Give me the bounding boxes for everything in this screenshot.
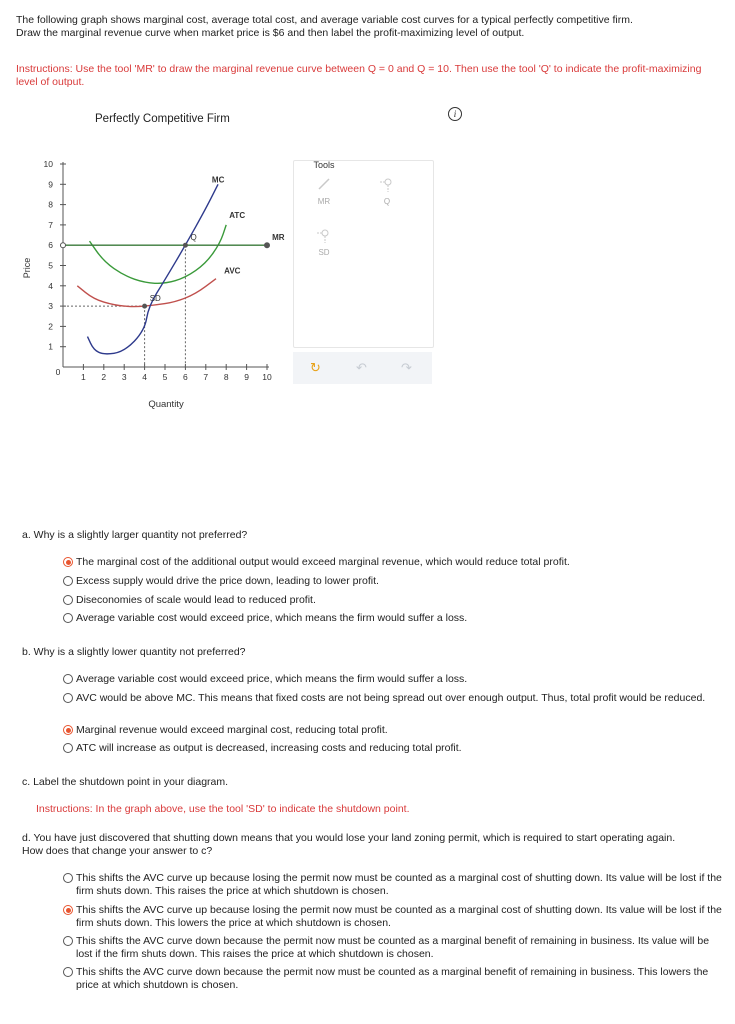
question-b: b. Why is a slightly lower quantity not preferred?: [22, 646, 246, 658]
x-tick-label: 7: [203, 372, 209, 382]
graph-toolbar: [293, 352, 432, 384]
question-b-option-text: ATC will increase as output is decreased, increasing costs and reducing total profit.: [76, 742, 462, 754]
y-tick-label: 7: [48, 219, 53, 230]
y-tick-label: 5: [48, 260, 53, 271]
mr-label: MR: [272, 233, 285, 243]
question-a: a. Why is a slightly larger quantity not preferred?: [22, 529, 248, 541]
question-a-option-text: The marginal cost of the additional output would exceed marginal revenue, which would reduce total profit.: [76, 556, 570, 568]
radio-button[interactable]: [63, 557, 73, 567]
redo-icon[interactable]: ↷: [401, 360, 412, 375]
q-point[interactable]: [183, 243, 188, 248]
question-d-option-1[interactable]: [63, 872, 726, 898]
tool-mr[interactable]: [306, 177, 342, 206]
question-a-option-text: Excess supply would drive the price down, leading to lower profit.: [76, 575, 379, 587]
point-marker-icon: [306, 228, 342, 248]
tool-sd[interactable]: [306, 228, 342, 257]
radio-button[interactable]: [63, 936, 73, 946]
y-tick-label: 1: [48, 341, 53, 352]
atc-label: ATC: [229, 210, 246, 220]
x-axis-label: Quantity: [148, 399, 184, 410]
sd-point[interactable]: [142, 304, 147, 309]
question-b-option-text: AVC would be above MC. This means that fixed costs are not being spread out over enough output. Thus, total profit would be reduced.: [76, 692, 706, 704]
radio-button[interactable]: [63, 873, 73, 883]
tools-title: Tools: [313, 160, 335, 170]
instructions-text: Use the tool 'MR' to draw the marginal revenue curve between Q = 0 and Q = 10. Then use the tool 'Q' to indicate the profit-maximizing level of output.: [16, 63, 702, 88]
undo-icon[interactable]: ↶: [356, 360, 367, 375]
x-tick-label: 3: [121, 372, 127, 382]
question-b-option-4[interactable]: [63, 742, 726, 755]
radio-button[interactable]: [63, 576, 73, 586]
radio-button[interactable]: [63, 595, 73, 605]
question-a-option-1[interactable]: [63, 556, 726, 569]
radio-button[interactable]: [63, 905, 73, 915]
radio-button[interactable]: [63, 967, 73, 977]
question-b-option-text: Marginal revenue would exceed marginal cost, reducing total profit.: [76, 724, 388, 736]
mc-label: MC: [211, 175, 225, 185]
x-tick-label: 6: [183, 372, 188, 382]
x-tick-label: 10: [262, 372, 272, 382]
radio-button[interactable]: [63, 674, 73, 684]
question-c-instr-prefix: Instructions:: [36, 803, 93, 815]
question-d-option-3[interactable]: [63, 935, 726, 961]
intro-line-2: Draw the marginal revenue curve when market price is $6 and then label the profit-maximizing level of output.: [16, 27, 525, 39]
y-tick-label: 6: [48, 240, 53, 251]
x-tick-label: 1: [81, 372, 86, 382]
graph-canvas[interactable]: [0, 140, 290, 420]
y-tick-label: 3: [48, 301, 53, 312]
question-d: d. You have just discovered that shutting down means that you would lose your land zoning permit, which is required to start operating again. How does that change your answer to c?: [22, 832, 676, 857]
intro-text: [16, 14, 721, 40]
tool-mr-label: MR: [317, 197, 331, 206]
x-tick-label: 0: [55, 367, 61, 377]
question-a-option-3[interactable]: [63, 594, 726, 607]
question-a-option-4[interactable]: [63, 612, 726, 625]
tool-q-label: Q: [383, 197, 391, 206]
question-b-option-1[interactable]: [63, 673, 726, 686]
radio-button[interactable]: [63, 693, 73, 703]
question-c: c. Label the shutdown point in your diagram.: [22, 776, 229, 788]
question-b-option-3[interactable]: [63, 724, 726, 737]
radio-button[interactable]: [63, 743, 73, 753]
q-label: Q: [190, 233, 197, 243]
y-tick-label: 4: [48, 280, 53, 291]
x-tick-label: 8: [223, 372, 229, 382]
sd-label: SD: [149, 294, 161, 304]
tool-sd-label: SD: [318, 248, 330, 257]
tools-panel: [293, 160, 434, 348]
pen-line-icon: [306, 177, 342, 197]
question-d-option-text: This shifts the AVC curve down because the permit now must be counted as a marginal benefit of remaining in business. Its value will be lost if the firm shuts down. This raises the price at which shutdown is chosen.: [76, 935, 710, 960]
question-a-option-text: Average variable cost would exceed price, which means the firm would suffer a loss.: [76, 612, 468, 624]
x-tick-label: 9: [244, 372, 249, 382]
chart-title: Perfectly Competitive Firm: [95, 113, 230, 125]
y-axis-label: Price: [22, 257, 32, 279]
question-a-option-text: Diseconomies of scale would lead to reduced profit.: [76, 594, 316, 606]
question-d-option-text: This shifts the AVC curve down because the permit now must be counted as a marginal benefit of remaining in business. This lowers the price at which shutdown is chosen.: [76, 966, 709, 991]
question-b-option-text: Average variable cost would exceed price, which means the firm would suffer a loss.: [76, 673, 468, 685]
x-tick-label: 5: [162, 372, 168, 382]
avc-label: AVC: [224, 266, 241, 276]
x-tick-label: 4: [142, 372, 147, 382]
radio-button[interactable]: [63, 613, 73, 623]
point-marker-icon: [369, 177, 405, 197]
y-tick-label: 9: [48, 179, 53, 190]
question-d-option-text: This shifts the AVC curve up because losing the permit now must be counted as a marginal cost of shutting down. Its value will be lost if the firm shuts down. This raises the price at which shutdown is chosen.: [76, 872, 722, 897]
instructions: [16, 63, 721, 89]
info-icon[interactable]: i: [448, 107, 462, 121]
atc-curve: [90, 225, 227, 283]
mr-endpoint[interactable]: [265, 243, 270, 248]
question-d-option-4[interactable]: [63, 966, 726, 992]
tool-q[interactable]: [369, 177, 405, 206]
y-tick-label: 2: [48, 321, 53, 332]
x-tick-label: 2: [101, 372, 107, 382]
question-a-option-2[interactable]: [63, 575, 726, 588]
intro-line-1: The following graph shows marginal cost, average total cost, and average variable cost curves for a typical perfectly competitive firm.: [16, 14, 633, 26]
y-tick-label: 8: [48, 199, 53, 210]
instructions-prefix: Instructions:: [16, 63, 73, 75]
question-b-option-2[interactable]: [63, 692, 726, 705]
question-d-option-text: This shifts the AVC curve up because losing the permit now must be counted as a marginal cost of shutting down. Its value will be lost if the firm shuts down. This lowers the price at which shutdown is chosen.: [76, 904, 722, 929]
reset-icon[interactable]: ↻: [310, 360, 321, 375]
question-c-instructions: [36, 803, 410, 815]
question-c-instr-text: In the graph above, use the tool 'SD' to indicate the shutdown point.: [92, 803, 410, 815]
question-d-option-2[interactable]: [63, 904, 726, 930]
mr-endpoint[interactable]: [61, 243, 66, 248]
y-tick-label: 10: [43, 159, 53, 169]
radio-button[interactable]: [63, 725, 73, 735]
